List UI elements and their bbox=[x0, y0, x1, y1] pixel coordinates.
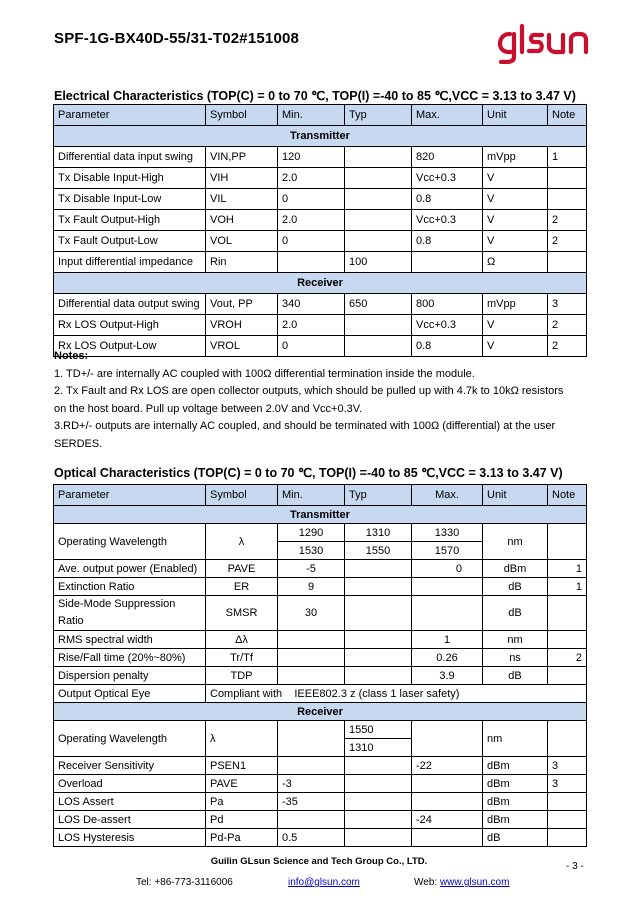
cell bbox=[548, 667, 587, 685]
table-row bbox=[54, 829, 587, 847]
optical-table bbox=[53, 484, 587, 847]
table-row bbox=[54, 775, 587, 793]
cell bbox=[548, 596, 587, 631]
cell: dB bbox=[483, 578, 548, 596]
document-title: SPF-1G-BX40D-55/31-T02#151008 bbox=[54, 30, 300, 47]
cell: Compliant with IEEE802.3 z (class 1 laser safety) bbox=[206, 685, 587, 703]
footer-web-label: Web: bbox=[414, 877, 440, 888]
cell: 1530 bbox=[278, 542, 345, 560]
cell: PAVE bbox=[206, 775, 278, 793]
cell: 1330 bbox=[412, 524, 483, 542]
cell: 0.8 bbox=[412, 231, 483, 252]
cell: LOS Assert bbox=[54, 793, 206, 811]
table-row bbox=[54, 757, 587, 775]
cell: 0.5 bbox=[278, 829, 345, 847]
cell: Vcc+0.3 bbox=[412, 210, 483, 231]
cell: dBm bbox=[483, 757, 548, 775]
cell bbox=[278, 757, 345, 775]
cell: 1550 bbox=[345, 542, 412, 560]
cell: 30 bbox=[278, 596, 345, 631]
cell: 1290 bbox=[278, 524, 345, 542]
notes-block bbox=[54, 348, 584, 454]
cell bbox=[548, 252, 587, 273]
cell bbox=[412, 829, 483, 847]
note-line: 1. TD+/- are internally AC coupled with 100Ω differential termination inside the module. bbox=[54, 367, 475, 380]
table-row bbox=[54, 231, 587, 252]
cell: V bbox=[483, 336, 548, 357]
cell bbox=[548, 721, 587, 757]
table-row bbox=[54, 524, 587, 542]
cell bbox=[548, 829, 587, 847]
cell: Output Optical Eye bbox=[54, 685, 206, 703]
cell bbox=[548, 168, 587, 189]
cell: dB bbox=[483, 667, 548, 685]
glsun-logo bbox=[496, 20, 606, 64]
cell: VOL bbox=[206, 231, 278, 252]
table-row bbox=[54, 560, 587, 578]
cell: VOH bbox=[206, 210, 278, 231]
cell: 1 bbox=[548, 578, 587, 596]
cell: 1570 bbox=[412, 542, 483, 560]
cell: Overload bbox=[54, 775, 206, 793]
cell: dBm bbox=[483, 793, 548, 811]
cell bbox=[412, 252, 483, 273]
cell bbox=[345, 631, 412, 649]
cell: Input differential impedance bbox=[54, 252, 206, 273]
table-row bbox=[54, 721, 587, 739]
footer-tel: Tel: +86-773-3116006 bbox=[136, 877, 233, 888]
electrical-section-title: Electrical Characteristics (TOP(C) = 0 to 70 ℃, TOP(I) =-40 to 85 ℃,VCC = 3.13 to 3.47 V) bbox=[54, 89, 576, 103]
cell bbox=[345, 649, 412, 667]
cell: 1310 bbox=[345, 524, 412, 542]
cell: 0 bbox=[412, 560, 483, 578]
cell: Rx LOS Output-High bbox=[54, 315, 206, 336]
table-row bbox=[54, 315, 587, 336]
cell: 2.0 bbox=[278, 168, 345, 189]
page-number: - 3 - bbox=[566, 861, 584, 872]
cell bbox=[412, 793, 483, 811]
cell: Rise/Fall time (20%~80%) bbox=[54, 649, 206, 667]
footer-email-link[interactable]: info@glsun.com bbox=[288, 877, 360, 888]
cell bbox=[345, 315, 412, 336]
cell: PAVE bbox=[206, 560, 278, 578]
cell bbox=[548, 793, 587, 811]
cell: ER bbox=[206, 578, 278, 596]
cell: 2 bbox=[548, 210, 587, 231]
table-row bbox=[54, 252, 587, 273]
cell bbox=[345, 147, 412, 168]
cell: 340 bbox=[278, 294, 345, 315]
cell: LOS De-assert bbox=[54, 811, 206, 829]
cell: 2.0 bbox=[278, 315, 345, 336]
cell: V bbox=[483, 315, 548, 336]
receiver-subheader: Receiver bbox=[54, 273, 587, 294]
cell: 0 bbox=[278, 336, 345, 357]
cell: Receiver Sensitivity bbox=[54, 757, 206, 775]
receiver-subheader: Receiver bbox=[54, 703, 587, 721]
cell bbox=[278, 252, 345, 273]
cell: Tx Disable Input-Low bbox=[54, 189, 206, 210]
table-row bbox=[54, 578, 587, 596]
cell: SMSR bbox=[206, 596, 278, 631]
cell: nm bbox=[483, 721, 548, 757]
transmitter-subheader: Transmitter bbox=[54, 126, 587, 147]
cell: Operating Wavelength bbox=[54, 721, 206, 757]
cell: Dispersion penalty bbox=[54, 667, 206, 685]
optical-section-title: Optical Characteristics (TOP(C) = 0 to 70 ℃, TOP(I) =-40 to 85 ℃,VCC = 3.13 to 3.47 V) bbox=[54, 466, 563, 480]
footer-web bbox=[414, 877, 509, 888]
table-row bbox=[54, 667, 587, 685]
cell: 820 bbox=[412, 147, 483, 168]
cell: mVpp bbox=[483, 294, 548, 315]
cell: Vcc+0.3 bbox=[412, 315, 483, 336]
cell: 2.0 bbox=[278, 210, 345, 231]
cell: 120 bbox=[278, 147, 345, 168]
cell: nm bbox=[483, 524, 548, 560]
cell: -22 bbox=[412, 757, 483, 775]
cell: 9 bbox=[278, 578, 345, 596]
electrical-header-row bbox=[54, 105, 587, 126]
cell bbox=[345, 757, 412, 775]
cell bbox=[548, 524, 587, 560]
cell: mVpp bbox=[483, 147, 548, 168]
footer-company: Guilin GLsun Science and Tech Group Co., LTD. bbox=[210, 856, 428, 867]
cell bbox=[548, 811, 587, 829]
header-unit: Unit bbox=[483, 485, 548, 506]
cell bbox=[345, 775, 412, 793]
cell: 0.8 bbox=[412, 189, 483, 210]
cell: 1550 bbox=[345, 721, 412, 739]
cell: 2 bbox=[548, 231, 587, 252]
header-max: Max. bbox=[412, 485, 483, 506]
header-symbol: Symbol bbox=[206, 485, 278, 506]
transmitter-subheader: Transmitter bbox=[54, 506, 587, 524]
cell: Tr/Tf bbox=[206, 649, 278, 667]
cell: 0.8 bbox=[412, 336, 483, 357]
cell: 3 bbox=[548, 775, 587, 793]
cell bbox=[345, 210, 412, 231]
cell: dB bbox=[483, 829, 548, 847]
cell: dBm bbox=[483, 560, 548, 578]
cell: PSEN1 bbox=[206, 757, 278, 775]
cell bbox=[548, 631, 587, 649]
cell bbox=[345, 578, 412, 596]
header-min: Min. bbox=[278, 485, 345, 506]
cell bbox=[345, 231, 412, 252]
table-row bbox=[54, 685, 587, 703]
cell: 0.26 bbox=[412, 649, 483, 667]
cell: 1 bbox=[412, 631, 483, 649]
cell bbox=[278, 649, 345, 667]
cell bbox=[412, 578, 483, 596]
cell bbox=[345, 811, 412, 829]
cell: ns bbox=[483, 649, 548, 667]
table-row bbox=[54, 147, 587, 168]
cell bbox=[278, 667, 345, 685]
cell: Extinction Ratio bbox=[54, 578, 206, 596]
cell: Tx Fault Output-Low bbox=[54, 231, 206, 252]
cell bbox=[345, 793, 412, 811]
header-max: Max. bbox=[412, 105, 483, 126]
optical-header-row bbox=[54, 485, 587, 506]
cell: nm bbox=[483, 631, 548, 649]
header-unit: Unit bbox=[483, 105, 548, 126]
cell: Rx LOS Output-Low bbox=[54, 336, 206, 357]
cell: -5 bbox=[278, 560, 345, 578]
cell: Differential data input swing bbox=[54, 147, 206, 168]
cell: 650 bbox=[345, 294, 412, 315]
table-row bbox=[54, 168, 587, 189]
cell: 0 bbox=[278, 231, 345, 252]
note-line: 3.RD+/- outputs are internally AC coupled, and should be terminated with 100Ω (differential) at the user bbox=[54, 420, 556, 433]
cell: VIH bbox=[206, 168, 278, 189]
header-symbol: Symbol bbox=[206, 105, 278, 126]
cell: 2 bbox=[548, 315, 587, 336]
cell: Side-Mode Suppression Ratio bbox=[54, 596, 206, 631]
table-row bbox=[54, 210, 587, 231]
cell: 3 bbox=[548, 757, 587, 775]
table-row bbox=[54, 811, 587, 829]
cell: V bbox=[483, 168, 548, 189]
cell: V bbox=[483, 210, 548, 231]
cell: 2 bbox=[548, 649, 587, 667]
cell: Ω bbox=[483, 252, 548, 273]
cell: VIL bbox=[206, 189, 278, 210]
table-row bbox=[54, 189, 587, 210]
cell: dB bbox=[483, 596, 548, 631]
cell: 1 bbox=[548, 147, 587, 168]
note-line: SERDES. bbox=[54, 437, 103, 450]
cell: -3 bbox=[278, 775, 345, 793]
cell bbox=[412, 596, 483, 631]
header-min: Min. bbox=[278, 105, 345, 126]
cell bbox=[278, 721, 345, 757]
cell: -24 bbox=[412, 811, 483, 829]
cell: 3.9 bbox=[412, 667, 483, 685]
cell bbox=[548, 189, 587, 210]
cell: Operating Wavelength bbox=[54, 524, 206, 560]
cell: VROH bbox=[206, 315, 278, 336]
table-row bbox=[54, 793, 587, 811]
cell bbox=[345, 596, 412, 631]
cell: LOS Hysteresis bbox=[54, 829, 206, 847]
cell: 0 bbox=[278, 189, 345, 210]
cell bbox=[345, 189, 412, 210]
cell: 100 bbox=[345, 252, 412, 273]
electrical-table bbox=[53, 104, 587, 357]
cell: Δλ bbox=[206, 631, 278, 649]
header-typ: Typ bbox=[345, 105, 412, 126]
header-parameter: Parameter bbox=[54, 485, 206, 506]
note-line: 2. Tx Fault and Rx LOS are open collector outputs, which should be pulled up with 4.7k to 10kΩ resistors bbox=[54, 385, 564, 398]
table-row bbox=[54, 596, 587, 631]
note-line: on the host board. Pull up voltage between 2.0V and Vcc+0.3V. bbox=[54, 402, 363, 415]
cell: dBm bbox=[483, 775, 548, 793]
cell: VROL bbox=[206, 336, 278, 357]
header-note: Note bbox=[548, 485, 587, 506]
cell: Vcc+0.3 bbox=[412, 168, 483, 189]
cell bbox=[412, 775, 483, 793]
cell bbox=[345, 667, 412, 685]
cell: RMS spectral width bbox=[54, 631, 206, 649]
header-note: Note bbox=[548, 105, 587, 126]
footer-web-link[interactable]: www.glsun.com bbox=[439, 877, 510, 888]
cell: 1310 bbox=[345, 739, 412, 757]
cell: TDP bbox=[206, 667, 278, 685]
cell bbox=[278, 631, 345, 649]
notes-heading: Notes: bbox=[54, 350, 89, 362]
cell: Rin bbox=[206, 252, 278, 273]
cell: 2 bbox=[548, 336, 587, 357]
cell: λ bbox=[206, 524, 278, 560]
cell: Vout, PP bbox=[206, 294, 278, 315]
header-typ: Typ bbox=[345, 485, 412, 506]
table-row bbox=[54, 631, 587, 649]
header-parameter: Parameter bbox=[54, 105, 206, 126]
cell: 1 bbox=[548, 560, 587, 578]
cell bbox=[345, 168, 412, 189]
cell: Differential data output swing bbox=[54, 294, 206, 315]
cell bbox=[345, 560, 412, 578]
cell bbox=[345, 829, 412, 847]
cell: 3 bbox=[548, 294, 587, 315]
cell: Pd bbox=[206, 811, 278, 829]
cell bbox=[278, 811, 345, 829]
cell: -35 bbox=[278, 793, 345, 811]
cell bbox=[412, 721, 483, 757]
cell: λ bbox=[206, 721, 278, 757]
table-row bbox=[54, 294, 587, 315]
cell: Tx Fault Output-High bbox=[54, 210, 206, 231]
cell: V bbox=[483, 231, 548, 252]
cell: Ave. output power (Enabled) bbox=[54, 560, 206, 578]
cell: Tx Disable Input-High bbox=[54, 168, 206, 189]
cell: VIN,PP bbox=[206, 147, 278, 168]
cell: Pd-Pa bbox=[206, 829, 278, 847]
cell: 800 bbox=[412, 294, 483, 315]
cell: dBm bbox=[483, 811, 548, 829]
cell: Pa bbox=[206, 793, 278, 811]
table-row bbox=[54, 649, 587, 667]
cell: V bbox=[483, 189, 548, 210]
